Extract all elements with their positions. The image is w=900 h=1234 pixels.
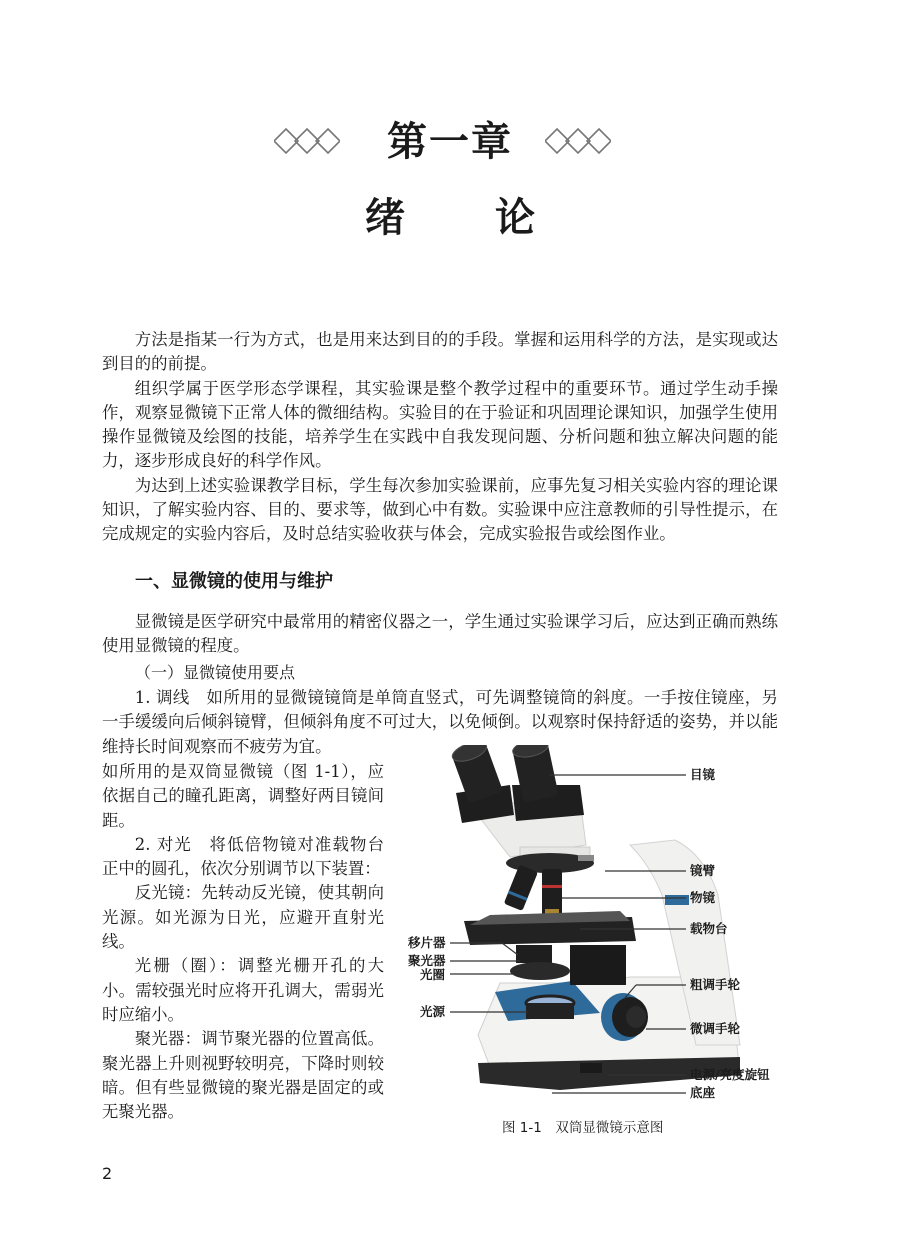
section-title: [0, 188, 900, 248]
label-condenser: 聚光器: [408, 953, 446, 968]
paragraph: 1. 调线 如所用的显微镜镜筒是单筒直竖式，可先调整镜筒的斜度。一手按住镜座，另一手缓缓向后倾斜镜臂，但倾斜角度不可过大，以免倾倒。以观察时保持舒适的姿势，并以能维持长时间观察而不疲劳为宜。: [102, 688, 778, 756]
section-paragraph: [102, 610, 778, 659]
label-power-knob: 电源/亮度旋钮: [690, 1067, 770, 1082]
paragraph: 组织学属于医学形态学课程，其实验课是整个教学过程中的重要环节。通过学生动手操作，观察显微镜下正常人体的微细结构。实验目的在于验证和巩固理论课知识，加强学生使用操作显微镜及绘图的技能，培养学生在实践中自我发现问题、分析问题和独立解决问题的能力，逐步形成良好的科学作风。: [102, 378, 778, 471]
label-fine-focus: 微调手轮: [690, 1021, 741, 1036]
paragraph: 为达到上述实验课教学目标，学生每次参加实验课前，应事先复习相关实验内容的理论课知识，了解实验内容、目的、要求等，做到心中有数。实验课中应注意教师的引导性提示，在完成规定的实验内容后，及时总结实验收获与体会，完成实验报告或绘图作业。: [102, 475, 778, 544]
paragraph: 反光镜：先转动反光镜，使其朝向光源。如光源为日光，应避开直射光线。: [102, 883, 384, 952]
chapter-title: 第一章: [387, 118, 513, 165]
diamond-ornament-icon: [545, 126, 611, 156]
intro-text: [102, 328, 778, 547]
paragraph: 光栅（圈）：调整光栅开孔的大小。需较强光时应将开孔调大，需弱光时应缩小。: [102, 956, 384, 1024]
label-arm: 镜臂: [690, 863, 716, 878]
figure-caption: 图 1-1 双筒显微镜示意图: [502, 1120, 664, 1136]
label-coarse-focus: 粗调手轮: [690, 977, 741, 992]
section-title-char: 论: [495, 194, 535, 241]
paragraph: 显微镜是医学研究中最常用的精密仪器之一，学生通过实验课学习后，应达到正确而熟练使用显微镜的程度。: [102, 612, 778, 656]
page-number: 2: [102, 1164, 113, 1183]
label-eyepiece: 目镜: [690, 767, 716, 782]
label-objective: 物镜: [690, 890, 716, 905]
microscope-figure: [400, 745, 800, 1145]
column-text: [102, 760, 384, 1124]
microscope-illustration: [400, 745, 800, 1115]
section-heading: 一、显微镜的使用与维护: [135, 571, 333, 592]
chapter-header: [0, 112, 900, 172]
paragraph: 聚光器：调节聚光器的位置高低。聚光器上升则视野较明亮，下降时则较暗。但有些显微镜的聚光器是固定的或无聚光器。: [102, 1029, 384, 1122]
subsection-heading: （一）显微镜使用要点: [135, 663, 296, 682]
paragraph: 如所用的是双筒显微镜（图 1-1），应依据自己的瞳孔距离，调整好两目镜间距。: [102, 762, 384, 830]
section-title-char: 绪: [365, 194, 405, 241]
label-light-source: 光源: [420, 1004, 446, 1019]
paragraph: 2. 对光 将低倍物镜对准载物台正中的圆孔，依次分别调节以下装置：: [102, 834, 384, 879]
label-stage: 载物台: [690, 921, 728, 936]
label-diaphragm: 光圈: [420, 967, 446, 982]
paragraph: 方法是指某一行为方式，也是用来达到目的的手段。掌握和运用科学的方法，是实现或达到目的的前提。: [102, 330, 778, 374]
label-base: 底座: [690, 1085, 716, 1100]
label-slide-mover: 移片器: [408, 935, 446, 950]
